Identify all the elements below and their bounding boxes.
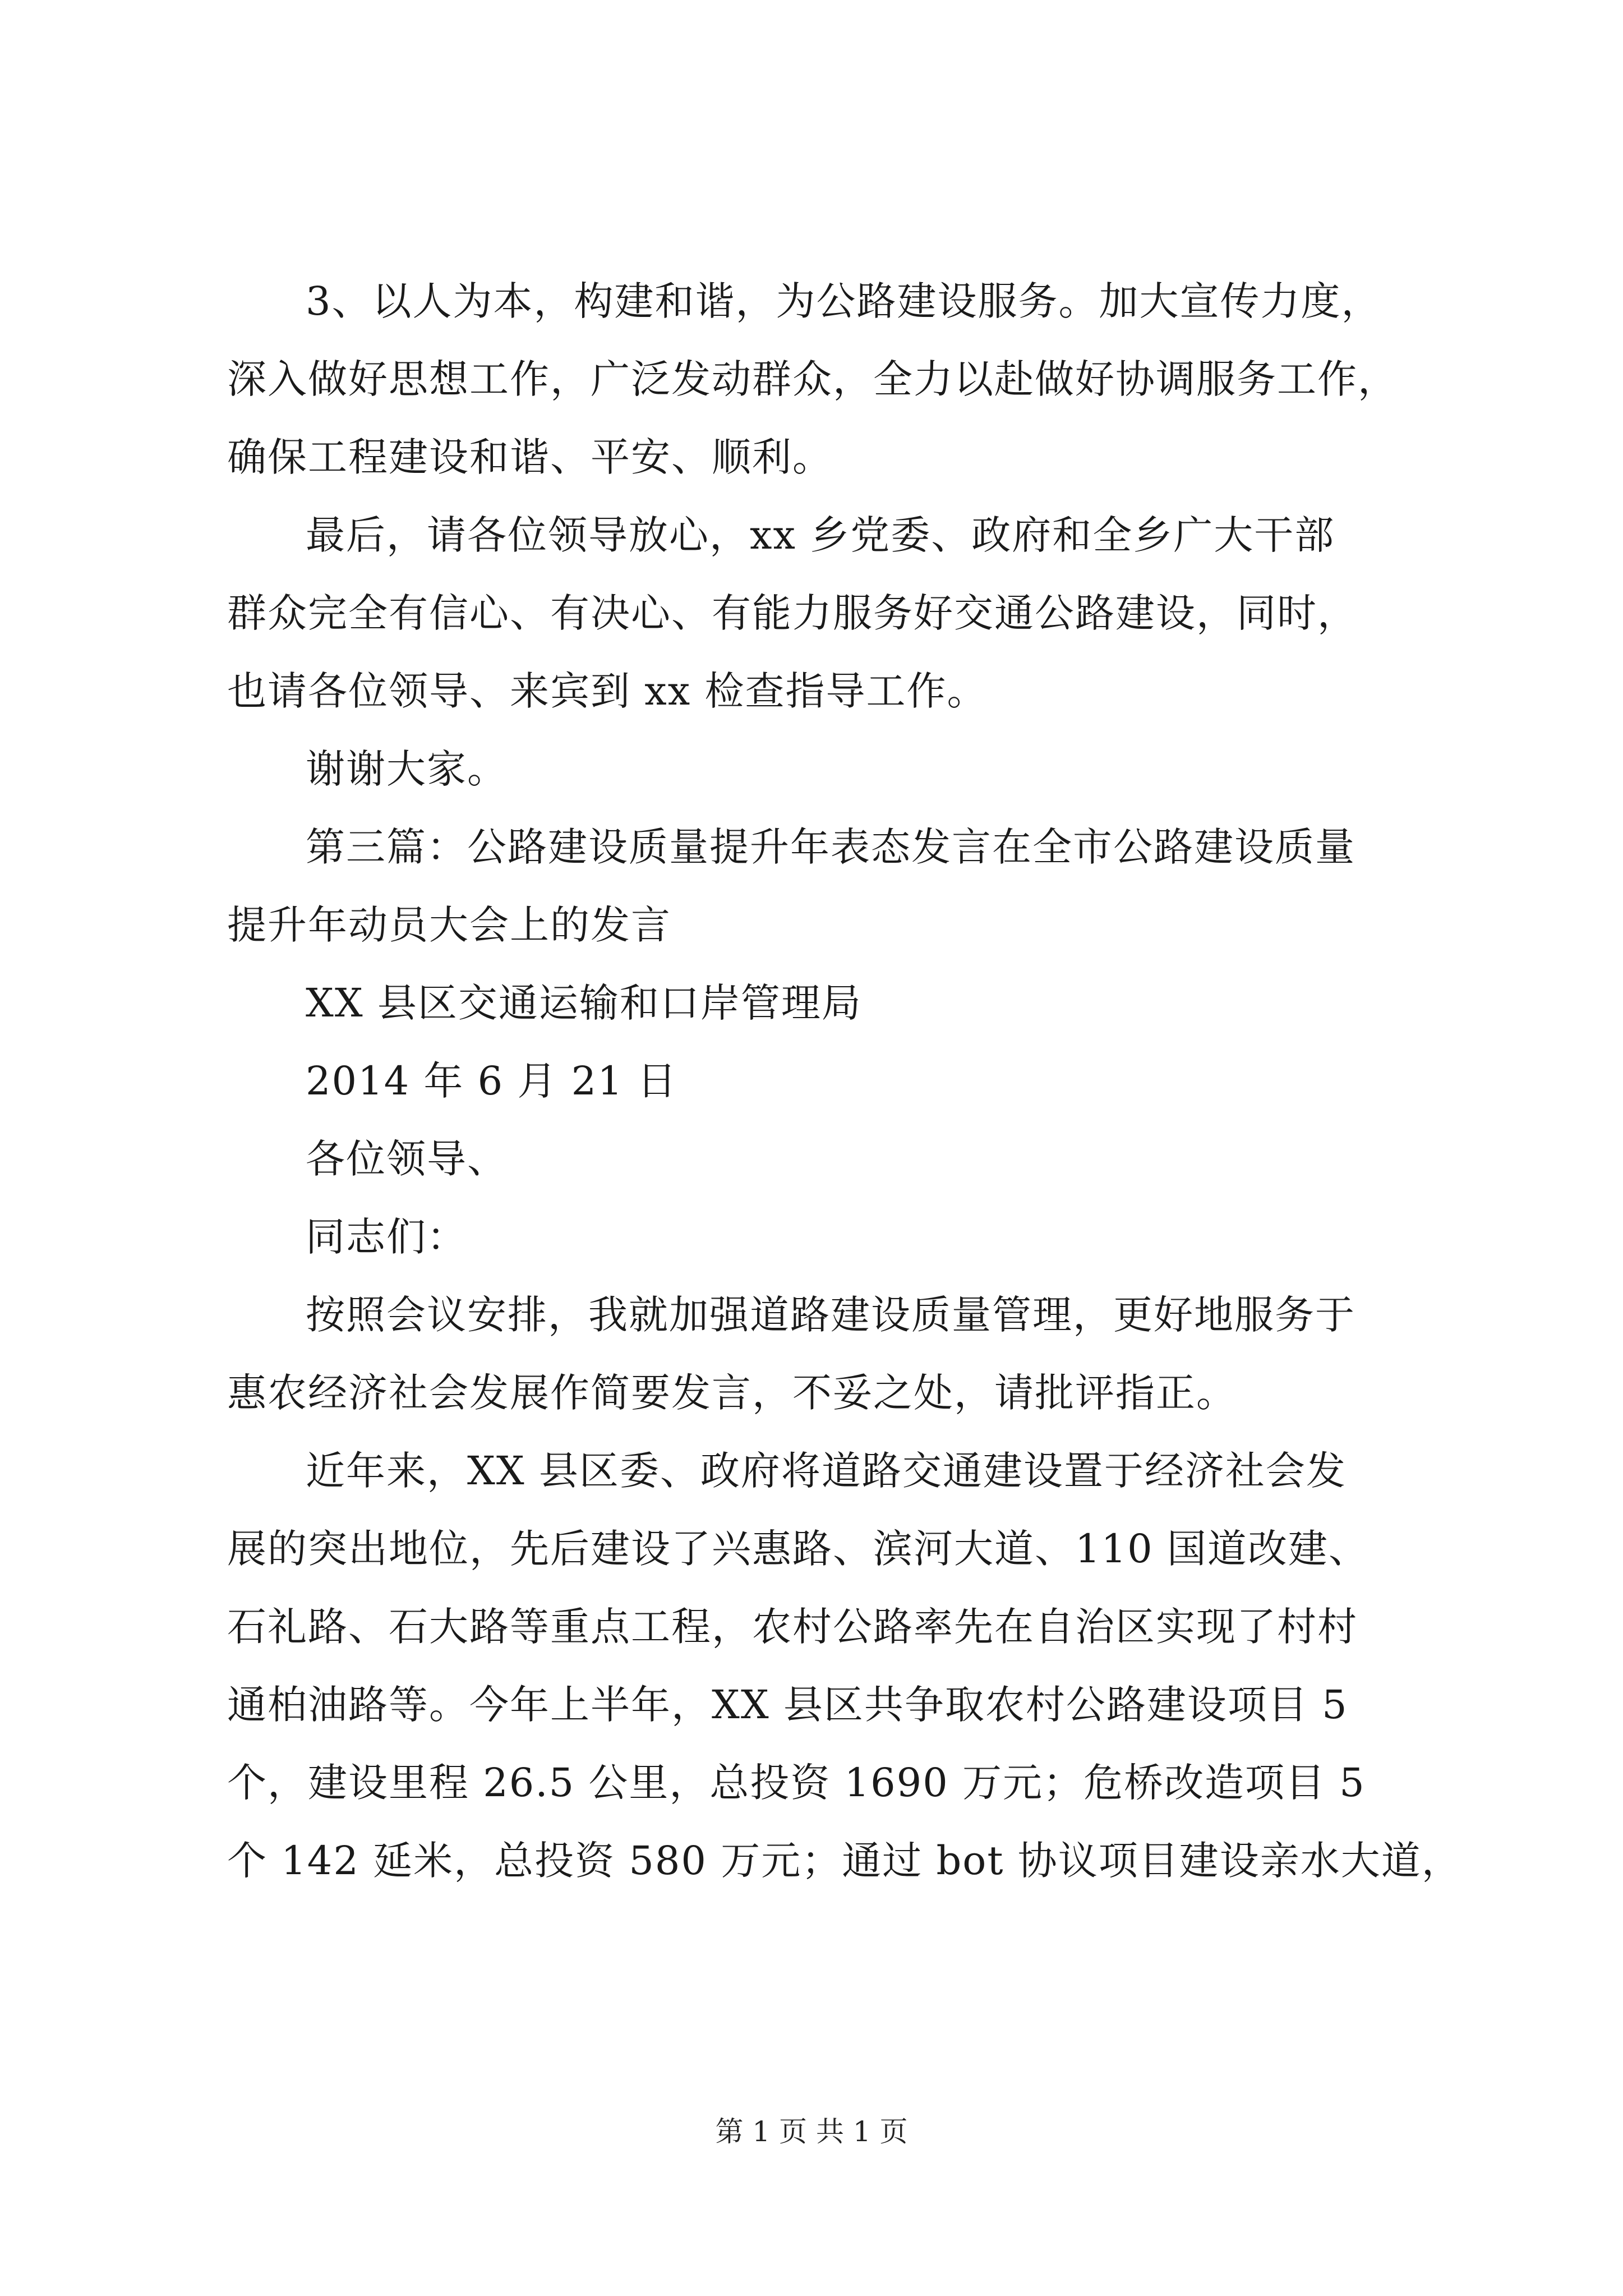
paragraph-line: 通柏油路等。今年上半年，XX 县区共争取农村公路建设项目 5 (227, 1682, 1348, 1728)
paragraph-line: 个 142 延米，总投资 580 万元；通过 bot 协议项目建设亲水大道， (227, 1838, 1462, 1884)
section-title-line: 提升年动员大会上的发言 (227, 902, 671, 948)
section-title-line: 第三篇：公路建设质量提升年表态发言在全市公路建设质量 (306, 824, 1355, 870)
document-body (227, 263, 1462, 1900)
date-line: 2014 年 6 月 21 日 (306, 1058, 678, 1104)
page-footer: 第 1 页 共 1 页 (715, 2115, 908, 2148)
salutation-line: 同志们： (306, 1214, 467, 1260)
paragraph-line: 个，建设里程 26.5 公里，总投资 1690 万元；危桥改造项目 5 (227, 1760, 1366, 1806)
paragraph-line: 群众完全有信心、有决心、有能力服务好交通公路建设，同时， (227, 590, 1358, 636)
paragraph-line: 展的突出地位，先后建设了兴惠路、滨河大道、110 国道改建、 (227, 1526, 1369, 1572)
paragraph-line: 3、以人为本，构建和谐，为公路建设服务。加大宣传力度， (306, 278, 1382, 324)
organization-line: XX 县区交通运输和口岸管理局 (306, 980, 862, 1026)
paragraph-line: 惠农经济社会发展作简要发言，不妥之处，请批评指正。 (227, 1370, 1237, 1416)
paragraph-line: 也请各位领导、来宾到 xx 检查指导工作。 (227, 668, 988, 714)
paragraph-line: 深入做好思想工作，广泛发动群众，全力以赴做好协调服务工作， (227, 356, 1398, 402)
paragraph-line: 最后，请各位领导放心，xx 乡党委、政府和全乡广大干部 (306, 512, 1335, 558)
paragraph-line: 谢谢大家。 (306, 746, 508, 792)
paragraph-line: 石礼路、石大路等重点工程，农村公路率先在自治区实现了村村 (227, 1604, 1358, 1650)
paragraph-line: 确保工程建设和谐、平安、顺利。 (227, 434, 833, 480)
paragraph-line: 近年来，XX 县区委、政府将道路交通建设置于经济社会发 (306, 1448, 1347, 1494)
paragraph-line: 按照会议安排，我就加强道路建设质量管理，更好地服务于 (306, 1292, 1355, 1338)
salutation-line: 各位领导、 (306, 1136, 508, 1182)
